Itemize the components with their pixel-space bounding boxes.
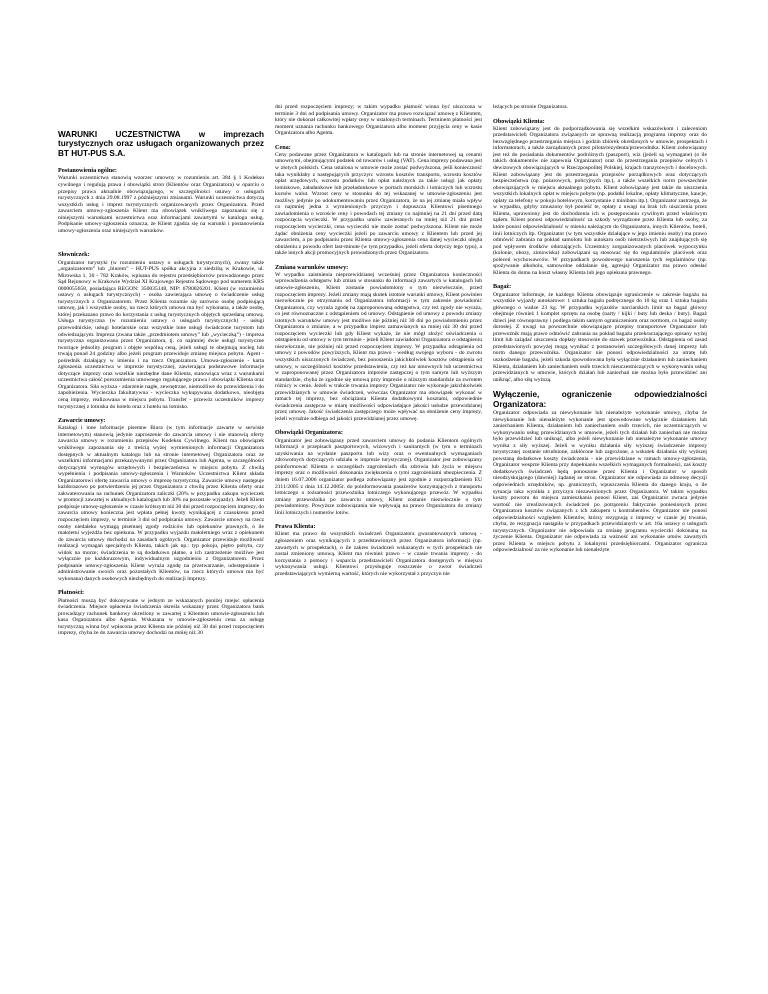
section-payments	[58, 589, 264, 636]
section-text: Organizator odpowiada za niewykonanie lub nienależyte wykonanie umowy, chyba że niewykonanie lub nienależyte wykonanie jest spowodowane wyłącznie działaniem lub zaniechaniem Klienta, działaniem lub zaniechaniem osób trzecich, nie uczestniczących w wykonywaniu usług przewidzianych w umowie, jeżeli tych działań lub zaniechań nie można było przewidzieć lub uniknąć, albo jeżeli niewykonanie lub nienależyte wykonanie umowy wynika z siły wyższej. Jeżeli w wyniku działania siły wyższej świadczenie imprezy turystycznej zostanie utrudnione, zakłócone lub zagrożone, a wskutek działania siły wyższej powstaną dodatkowe koszty świadczenia - nie przewidziane w ramach umowy-zgłoszenia, Organizator wesprze Klienta przy dopełnianiu wszelkich wymaganych formalności, zaś koszty dodatkowych świadczeń będą ponoszone przez Klienta i Organizator w sposób nieodzyskującego (dawniej) żądanej ze stron. Organizator nie odpowiada za odmowę decyzji odpowiednich urzędników, np. granicznych, wpuszczenia Klienta do danego kraju, o ile sytuacja taka wynikła z przyczyn niezawinionych przez Organizatora. W takim wypadku koszty powrotu do miejsca zamieszkania ponosi Klient, zaś Organizator zwraca jedynie wartość nie zrealizowanych świadczeń po potrąceniu faktycznie poniesionych przez Organizatora kosztów związanych z ich zakupem u kontrahentów. Organizator nie ponosi odpowiedzialności względem Klientów, którzy rezygnują z imprezy w czasie jej trwania, chyba, że rezygnacja nastąpiła w przypadkach przewidzianych w art. 16a ustawy o usługach turystycznych. Organizator nie odpowiada za zmianę programu wycieczki dokonaną na życzenie Klienta. Organizator nie odpowiada za ważność ani wykonanie umów zawartych przez Klienta w miejscu pobytu z lokalnymi przedsiębiorcami. Organizator ogranicza odpowiedzialność za nie wykonanie lub nienależyte	[493, 410, 707, 554]
section-heading: Wyłączenie, ograniczenie odpowiedzialności Organizatora:	[493, 390, 707, 409]
section-text: Organizator turystyki (w rozumieniu ustawy o usługach turystycznych), zwany także „organizatorem” lub „biurem” - HUT-PUS spółka akcyjna z siedzibą w Krakowie, ul. Mirowska 1, 30 - 782 Kraków, wpisana do rejestru przedsiębiorców prowadzonego przez Sąd Rejonowy w Krakowie Wydział XI Krajowego Rejestru Sądowego pod numerem KRS 0000055658, posiadająca REGON: 350035148, NIP: 6780026201. Klient (w rozumieniu ustawy o usługach turystycznych) - osoba zawierająca umowę o świadczenie usług turystycznych z Organizatorem. Przez Klienta rozumie się zarówno osobę podpisującą umowę, jak i wszystkie osoby, na rzecz których umowa ma być wykonana, a także osobę, której przekazano prawo do korzystania z usług turystycznych objętych sprzedaną umową. Usługa turystyczna (w rozumieniu ustawy o usługach turystycznych) - usługi przewodnickie, usługi hotelarskie oraz wszystkie inne usługi świadczone turystom lub odwiedzającym. Impreza (zwana także „przedmiotem umowy” lub „wycieczką”) - impreza turystyczna organizowana przez Organizatora, tj. co najmniej dwie usługi turystyczne tworzące jednolity program i objęte wspólną ceną, jeżeli usługi te obejmują nocleg lub trwają ponad 24 godziny albo jeżeli program przewiduje zmianę miejsca pobytu. Agent - pośrednik działający w imieniu i na rzecz Organizatora. Umowa-zgłoszenie - karta zgłoszenia uczestnictwa w imprezie turystycznej, zawierająca podstawowe informacje dotyczące imprezy oraz wszelkie niezbędne dane Klienta, stanowiąca wraz z warunkami uczestnictwa całość porozumienia umownego regulującego prawa i obowiązki Klienta oraz Organizatora. Siła wyższa - zdarzenie nagłe, zewnętrzne, niemożliwe do przewidzenia i do zapobieżenia. Wycieczka fakultatywna - wycieczka wykupywana dodatkowo, nieobjęta ceną imprezy, realizowana w miejscu pobytu. Transfer - przewóz uczestników imprezy turystycznej z lotniska do hotelu oraz z hotelu na lotnisko.	[58, 259, 264, 410]
section-heading: Cena:	[275, 143, 291, 151]
section-text: W wypadku zaistnienia nieprzewidzianej wcześniej przez Organizatora konieczności wprowadzenia odstępstw lub zmian w stosunku do informacji zawartych w katalogach lub umowie-zgłoszeniu, Klient zostanie powiadomiony o tym niezwłocznie, przed rozpoczęciem imprezy. Jeżeli zmiany mają skutek istotnie warunki umowy, Klient powinien niezwłocznie po otrzymaniu od Organizatora informacji w tym zakresie powiadomić Organizatora, czy wyraża zgodę na zaproponowaną odstępstwa, czy też zgody nie wyraża, co jest równoznaczne z odstąpieniem od umowy. Odstąpienie od umowy z powodu zmiany istotnych warunków umowy jest możliwe nie później niż 30 dni po powiadomieniu przez Organizatora o zmianie, a w przypadku imprez zamawianych na mniej niż 30 dni przed rozpoczęciem wycieczki lub gdy Klient wykaże, że nie mógł złożyć oświadczenia o odstąpieniu od umowy w tym terminie - jeżeli Klient zawiadomi Organizatora o odstąpieniu niezwłocznie, nie później niż przed rozpoczęciem imprezy. W przypadku odstąpienia od umowy z powodów powyższych, Klient ma prawo - według swojego wyboru - do zwrotu wszystkich uiszczonych świadczeń, bez ponoszenia jakichkolwiek kosztów odstąpienia od umowy, w szczególności kosztów przedstawienia, czy też kar umownych lub uczestnictwa w zaproponowanej przez Organizatora imprezie zastępczej o tym samym lub wyższym standardzie, chyba że zgodnie się umową przy imprezie o niższym standardzie za zwrotem różnicy w cenie. Jeżeli w trakcie trwania imprezy Organizator nie wykonuje jakichkolwiek przewidzianych w umowie świadczeń, wówczas Organizator ma obowiązek wykonać w ramach tej imprezy, bez obciążania Klienta dodatkowymi kosztami, odpowiednie świadczenia zastępcze w miarę możliwości odpowiadające jakości usłudze przewidzianej przez umowę. Jakość świadczenia zastępczego może wpływać na obniżenie ceny imprezy, jeżeli wyraźnie odbiega od jakości przewidzianej przez umowę.	[275, 271, 482, 422]
section-heading: Postanowienia ogólne:	[58, 167, 117, 175]
section-contract-changes	[275, 264, 482, 423]
section-heading: Prawa Klienta:	[275, 523, 316, 531]
document-title: WARUNKI UCZESTNICTWA w imprezach turystycznych oraz usługach organizowanych przez BT HUT-PUS S.A.	[58, 130, 264, 158]
section-text: dni przed rozpoczęciem imprezy; w takim wypadku płatność winna być uiszczona w terminie 3 dni od podpisania umowy. Organizator ma prawo rozwiązać umowę z Klientem, który nie dokonał całkowitej wpłaty ceny w ustalonych terminach. Terminem płatności jest moment uznania rachunku bankowego Organizatora albo moment przyjęcia ceny w kasie Organizatora albo Agenta.	[275, 104, 482, 137]
section-payments-continued	[275, 104, 482, 137]
section-text: Organizator jest zobowiązany przed zawarciem umowy do podania Klientom ogólnych informacji o przepisach paszportowych, wizowych i sanitarnych (w tym o terminach uzyskiwania na wydanie paszportu lub wizy oraz o ewentualnych wymaganiach zdrowotnych dotyczących udziału w imprezie turystycznej). Organizator jest zobowiązany poinformować Klienta o szczegółach zagrożeniach dla zdrowia lub życia w miejscu imprezy oraz o możliwości dokonania zwiększenia o tymi zagrożeniami ubezpieczenia. Z dniem 16.07.2006 organizator podlega zobowiązany jest zgodnie z rozporządzeniem EU 2111/2005 z dnia 14.12.2005r. do poinformowania pasażerów korzystających z transportu lotniczego o tożsamości przewoźnika lotniczego wykonującego przewóz. W wypadku zmiany przewoźnika po zawarciu umowy, Klient zostanie niezwłocznie o tym powiadomiony. Powyższe zobowiązania nie wpływają na prawo Organizatora do zmiany linii lotniczych i numerów lotów.	[275, 437, 482, 516]
section-liability	[493, 390, 707, 554]
section-heading: Zawarcie umowy:	[58, 417, 106, 425]
section-client-rights-continued	[493, 104, 707, 111]
section-heading: Zmiana warunków umowy:	[275, 263, 349, 271]
section-text: Ceny podawane przez Organizatora w katalogach lub na stronie internetowej są cenami umownymi, obejmującymi podatek od towarów i usług (VAT). Cena imprezy podawana jest w złotych polskich. Cena ustalona w umowie może zostać podwyższona, jeśli konieczność taka wynikłaby z następujących przyczyn: wzrostu kosztów transportu, wzrostu kosztów opłat urzędowych, wzrostu podatków lub opłat należnych za takie usługi jak opłaty lotniskowe, załadunkowe lub przeładunkowe w portach morskich i lotniczych lub wzrostu kursów walut. Wzrost ceny w stosunku do tej wskazanej w umowie-zgłoszeniu jest możliwy jedynie po udokumentowaniu przez Organizatora, że na jej zmianę miała wpływ co najmniej jedna z wymienionych przyczyn i dopuszcza Klientowi pisemnego zawiadomienia o wzroście ceny i powodach tej zmiany co najmniej na 21 dni przed datą rozpoczęcia wycieczki. W przypadku umów zawieranych na mniej niż 21 dni przed rozpoczęciem wycieczki, cena wycieczki nie może zostać podwyższona. Klient nie może żądać obniżenia ceny wycieczki jeżeli po zawarciu umowy z Klientem lub przed jej zawarciem, a po podpisaniu przez Klienta umowy-zgłoszenia cena danej wycieczki uległa obniżeniu z powodu ofert last-minute (w tym przypadku, jeżeli oferta dotyczy tego typu), a także innych akcji promocyjnych prowadzonych przez Organizatora.	[275, 151, 482, 257]
section-text: Katalogi i inne informacje pisemne Biura (w tym informacje zawarte w serwisie internetowym) stanowią jedynie zaproszenie do zawarcia umowy i nie stanowią oferty zawarcia umowy w rozumieniu przepisów Kodeksu Cywilnego. Klient ma obowiązek wnikliwego zapoznania się z treścią wyżej wymienionych informacji Organizatora dostępnych w aktualnym katalogu lub na stronie internetowej Organizatora oraz ze wszelkimi informacjami przekazywanymi przez Organizatora lub Agenta, w szczególności dotyczącymi wymogów urzędowych i bezpieczeństwa w miejscu pobytu. Z chwilą wypełnienia i podpisania umowy-zgłoszenia i Warunków Uczestnictwa Klient składa Organizatorowi ofertę zawarcia umowy o imprezę turystyczną. Zawarcie umowy następuje każdorazowo po potwierdzeniu jej przez Organizatora z chwilą przez Klienta oferty oraz zakwaterowania na rachunek Organizatora zaliczki (20% w przypadku zakupu wycieczek w promocji zawartej w aktualnych katalogach lub 30% na pozostałe wyjazdy). Jeżeli Klient podpisuje umowę-zgłoszenie w czasie krótszym niż 30 dni przed rozpoczęciem imprezy, do zawarcia umowy konieczna jest wpłata pełnej kwoty wynikającej z czasokresu przed rozpoczęciem imprezy, w terminie 3 dni od podpisania umowy. Zawarcie umowy na rzecz osoby niedaleko wymagą pisemnej zgody rodziców lub opiekunów prawnych, o ile małoletni wyjeżdża bez opiekuna. W przypadku wyjazdu małoletniego wraz z opiekunem do zawarcia umowy dochodzi na zasadach ogólnych. Organizator przewiduje możliwość realizacji wymagań specjalnych Klienta, takich jak np.: typ pokoju, piętro pobytu, czy widok na morze; świadczenia te są dodatkowo płatne, a ich zastrzeżenie możliwe jest wyłącznie po każdorazowym, indywidualnym uzgodnieniu z Organizatorem. Przez podpisanie umowy-zgłoszenia Klient wyraża zgodę na przetwarzanie, udostępnianie i administrowanie swoich oraz pozostałych Klientów, na rzecz których umowa ma być wykonana) danych osobowych niezbędnych do realizacji imprezy.	[58, 425, 264, 582]
section-text: Płatności muszą być dokonywane w jednym ze wskazanych poniżej miejsc opłacenia świadczenia. Miejsce opłacenia świadczenia określa wskazany przez Organizatora bank prowadzący rachunek bankowy określony w zawartej z Klientem umowie-zgłoszeniu lub kasa Organizatora albo Agenta. Wskazana w umowie-zgłoszeniu cena za usługę turystyczną winna być wpłacona przez Klienta nie później niż 30 dni przed rozpoczęciem imprezy, chyba że do zawarcia umowy dochodzi na mniej niż 30	[58, 597, 264, 637]
section-heading: Płatności:	[58, 589, 85, 597]
section-client-duties	[493, 118, 707, 277]
section-price	[275, 144, 482, 257]
section-text: Organizator informuje, że każdego Klienta obowiązuje ograniczenie w zakresie bagażu na wszystkie wyjazdy autokarowe: 1 sztuka bagażu podręcznego do 10 kg oraz 1 sztuka bagażu głównego o wadze 23 kg. W przypadku wyjazdów narciarskich limit na bagaż główny obejmuje również 1 komplet sprzętu na osobę (narty / kijki / buty lub deska / buty). Bagaż dzieci jest równoprawny i podlega takim samym ograniczeniom oraz normom, co bagaż osoby dorosłej. Z uwagi na powszechnie obowiązujące przepisy transportowe Organizator lub przewoźnik mają prawo odmówić zabrania na pokład bagażu przekraczającego opisany wyżej limit lub zażądać uiszczenia dopłaty stosownie do stawek przewoźnika. Odstąpienia od zasad przedstawionych powyżej mogą wynikać z postanowień szczegółowych danej imprezy lub norm danego przewoźnika. Organizator nie ponosi odpowiedzialności za utratę lub uszkodzenie bagażu, jeżeli szkoda spowodowana była wyłącznie działaniem lub zaniechaniem Klienta, działaniem lub zaniechaniem osób trzecich nieuczestniczących w wykonywaniu usług przewidzianych w umowie, których działań lub zaniechań nie można było przewidzieć ani uniknąć, albo siłą wyższą.	[493, 291, 707, 383]
section-heading: Słowniczek:	[58, 251, 90, 259]
section-general	[58, 167, 264, 234]
section-text: Warunki uczestnictwa stanowią wzorzec umowny w rozumieniu art. 384 § 1 Kodeksu cywilnego i regulują prawa i obowiązki stron (Klientów oraz Organizatora) w oparciu o przepisy prawa aktualnie obowiązującego, w szczególności ustawy o usługach turystycznych z dnia 29.08.1997 z późniejszymi zmianami. Warunki uczestnictwa dotyczą wszystkich usług i imprez turystycznych organizowanych przez Organizatora. Przed zawarciem umowy-zgłoszenia Klient ma obowiązek wnikliwego zapoznania się z niniejszymi warunkami uczestnictwa oraz informacjami zawartymi w katalogu usług. Podpisanie umowy-zgłoszenia oznacza, że Klient zgadza się na warunki i postanowienia umowy-zgłoszenia oraz niniejszych warunków.	[58, 175, 264, 234]
section-luggage	[493, 283, 707, 383]
section-heading: Obowiązki Organizatora:	[275, 429, 343, 437]
section-heading: Bagaż:	[493, 283, 512, 291]
section-text: leżących po stronie Organizatora.	[493, 104, 569, 110]
section-text: Klient zobowiązany jest do podporządkowania się wszelkim wskazówkom i zaleceniom przedstawicieli Organizatora związanych ze sprawną realizacją programu imprezy oraz do bezwzględnego przestrzegania miejsca i godzin zbiórek określonych w umowie, prospektach i informatorach, a także zarządzanych przez pilota/rezydenta/przewodnika. Klient zobowiązany jest też do posiadania dokumentów podróżnych (paszport), wiz (jeżeli są wymagane) (o ile takich dokumentów nie zapewnia Organizator) oraz do przestrzegania przepisów celnych i dewizowych obowiązujących w Rzeczpospolitej Polskiej, krajach tranzytowych i docelowych. Klient zobowiązany jest do przestrzegania przepisów porządkowych oraz dotyczących bezpieczeństwa (np. pożarowych, policyjnych itp.), a także wszelkich norm powszechnie obowiązujących w miejscu aktualnego pobytu. Klient zobowiązany jest także do uiszczenia wszystkich lokalnych opłat w miejscu pobytu (np. podatki lokalne, opłaty klimatyczne, kaucje, opłaty za telefony w pokoju hotelowym, korzystanie z minibaru itp.). Organizator zastrzega, że w wypadku, gdyby zmuszony był ponieść te, opłaty z uwagi na brak ich uiszczenia przez Klienta, uprawniony jest do dochodzenia ich w postępowaniu cywilnym przed właściwym sądem. Klient ponosi odpowiedzialność za szkody wyrządzone przez Klienta lub osoby, za które ponosi odpowiedzialność w mieniu należącym do Organizatora, innych Klientów, hoteli, linii lotniczych itp. Organizator (w tym wszystkie działające w jego imieniu osoby) ma prawo odmówić zabrania na pokład samolotu lub autokaru osób nietrzeźwych lub znajdujących się pod wpływem środków odurzających. Uczestnicy zorganizowanych placówek wypoczynku (kolonie, obozy, zimowiska) zobowiązani są stosować się do regulaminów placówek oraz poleceń wychowawców. W przypadkach powodowego naruszenia tych regulaminów (np. spożywanie alkoholu, samowolne oddalanie się, agresja) Organizator ma prawo odesłać Klienta do domu na koszt własny Klienta lub jego opiekuna prawnego.	[493, 125, 707, 276]
column-2	[275, 0, 482, 994]
section-contract	[58, 417, 264, 582]
column-3	[493, 0, 707, 994]
section-client-rights	[275, 523, 482, 577]
section-organizer-duties	[275, 429, 482, 516]
section-text: Klient ma prawo do wszystkich świadczeń Organizatora gwarantowanych umową -zgłoszeniem oraz wynikających z przedstawionych przez Organizatora informacji (np. zawartych w prospektach), o ile zakres świadczeń wskazanych w tych prospektach nie został zmieniony umową. Klient ma również prawo - w czasie trwania imprezy - do korzystania z pomocy i wsparcia przedstawicieli Organizatora dostępnych w miejscu wykonywania usługi. Klientowi przysługuje roszczenie o zwrot świadczeń przedstawiających wymierną wartość, których nie wykorzystał z przyczyn nie	[275, 531, 482, 577]
column-1	[58, 0, 264, 994]
section-glossary	[58, 251, 264, 410]
section-heading: Obowiązki Klienta:	[493, 117, 545, 125]
